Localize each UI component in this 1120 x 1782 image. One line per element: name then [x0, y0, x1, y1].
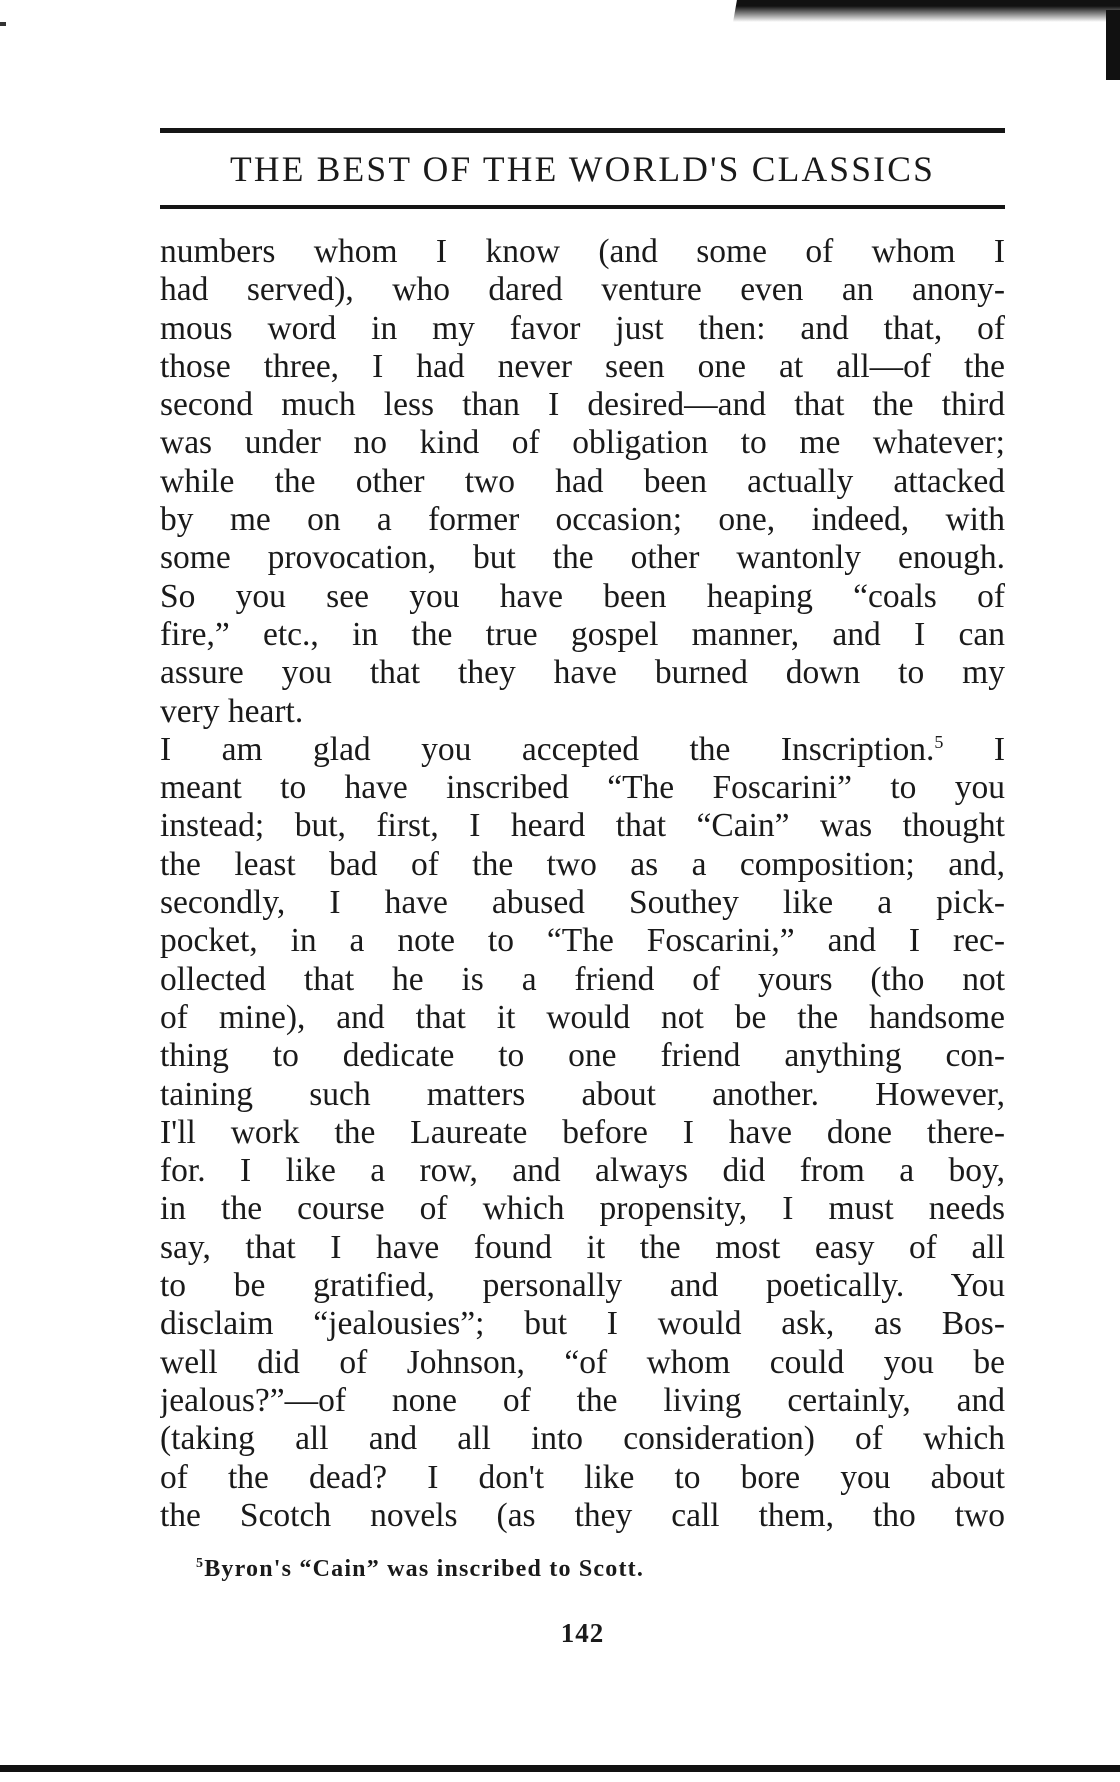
note-reference: 5	[934, 731, 944, 752]
text-line: those three, I had never seen one at all—of the	[160, 347, 1005, 385]
text-line: the least bad of the two as a composition; and,	[160, 845, 1005, 883]
text-line: by me on a former occasion; one, indeed, with	[160, 501, 1005, 539]
text-line: assure you that they have burned down to my	[160, 654, 1005, 692]
body-text	[160, 233, 1005, 1535]
text-line: secondly, I have abused Southey like a pick-	[160, 884, 1005, 922]
text-line: meant to have inscribed “The Foscarini” to you	[160, 769, 1005, 807]
text-line: (taking all and all into consideration) of which	[160, 1420, 1005, 1458]
text-line-segment: I am glad you accepted the Inscription.	[160, 730, 935, 768]
text-line: disclaim “jealousies”; but I would ask, as Bos-	[160, 1305, 1005, 1343]
text-line: instead; but, first, I heard that “Cain” was thought	[160, 807, 1005, 845]
text-line: say, that I have found it the most easy of all	[160, 1228, 1005, 1266]
footnote-text: Byron's “Cain” was inscribed to Scott.	[204, 1556, 645, 1583]
text-line: of mine), and that it would not be the handsome	[160, 998, 1005, 1036]
text-line: pocket, in a note to “The Foscarini,” and I rec-	[160, 922, 1005, 960]
text-line: I'll work the Laureate before I have done there-	[160, 1113, 1005, 1151]
scan-artifact-bottom-line	[0, 1765, 1120, 1772]
text-line-with-note-ref	[160, 731, 1005, 769]
text-line: well did of Johnson, “of whom could you be	[160, 1343, 1005, 1381]
text-line: to be gratified, personally and poetically. You	[160, 1267, 1005, 1305]
text-line: mous word in my favor just then: and that, of	[160, 309, 1005, 347]
page-number: 142	[560, 1618, 605, 1649]
text-line: second much less than I desired—and that the third	[160, 386, 1005, 424]
text-line: for. I like a row, and always did from a boy,	[160, 1152, 1005, 1190]
footnote-marker: 5	[196, 1556, 205, 1572]
text-line: fire,” etc., in the true gospel manner, and I can	[160, 615, 1005, 653]
text-line: numbers whom I know (and some of whom I	[160, 233, 1005, 270]
text-line: was under no kind of obligation to me whatever;	[160, 424, 1005, 462]
text-line: taining such matters about another. However,	[160, 1075, 1005, 1113]
text-line: in the course of which propensity, I must needs	[160, 1190, 1005, 1228]
header-rule-bottom	[160, 205, 1005, 209]
scan-artifact-right-edge	[1106, 10, 1120, 80]
text-line: some provocation, but the other wantonly enough.	[160, 539, 1005, 577]
scan-artifact-left-tick	[0, 22, 6, 26]
text-line: jealous?”—of none of the living certainly, and	[160, 1381, 1005, 1419]
text-line: ollected that he is a friend of yours (tho not	[160, 960, 1005, 998]
text-line: had served), who dared venture even an anony-	[160, 271, 1005, 309]
text-line: So you see you have been heaping “coals of	[160, 577, 1005, 615]
scan-artifact-top	[733, 0, 1120, 22]
running-head: THE BEST OF THE WORLD'S CLASSICS	[229, 149, 936, 189]
text-line-segment: I	[993, 730, 1005, 768]
text-line: very heart.	[160, 692, 304, 730]
text-line: of the dead? I don't like to bore you about	[160, 1458, 1005, 1496]
footnote	[160, 1549, 1005, 1584]
book-page	[160, 128, 1005, 1649]
header-rule-top	[160, 128, 1005, 133]
text-line: thing to dedicate to one friend anything con-	[160, 1037, 1005, 1075]
text-line: while the other two had been actually attacked	[160, 462, 1005, 500]
text-line: the Scotch novels (as they call them, tho two	[160, 1496, 1005, 1534]
